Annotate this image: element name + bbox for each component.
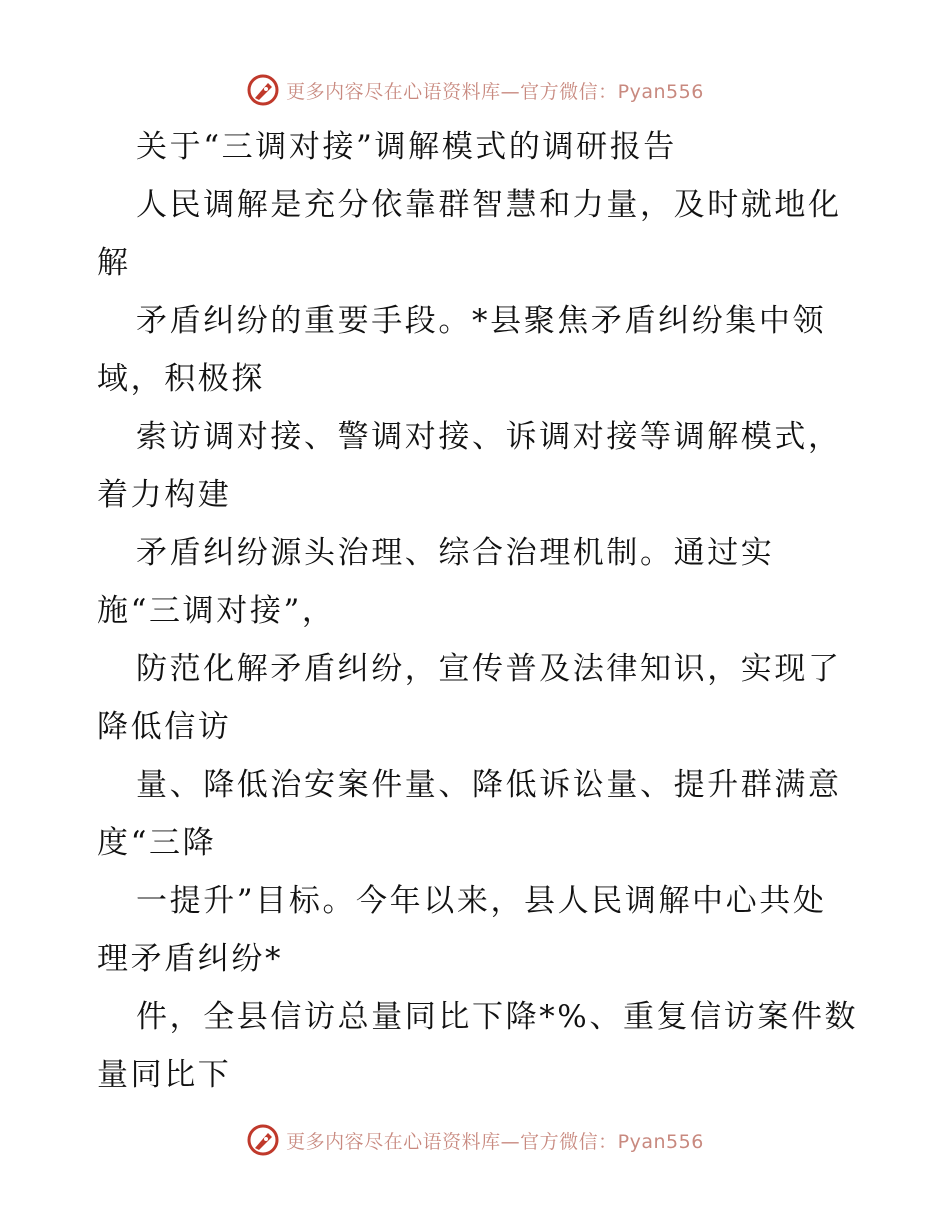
paragraph-line: 量同比下 [97, 1057, 232, 1093]
paragraph-line: 件，全县信访总量同比下降*%、重复信访案件数 [136, 999, 859, 1035]
paragraph-line: 度“三降 [97, 825, 217, 861]
paragraph-line: 施“三调对接”， [97, 593, 336, 629]
paragraph-line: 量、降低治安案件量、降低诉讼量、提升群满意 [136, 767, 842, 803]
paragraph-line: 防范化解矛盾纠纷，宣传普及法律知识，实现了 [136, 651, 842, 687]
document-title: 关于“三调对接”调解模式的调研报告 [136, 129, 677, 165]
paragraph-line: 索访调对接、警调对接、诉调对接等调解模式， [136, 419, 842, 455]
watermark-text: 更多内容尽在心语资料库—官方微信：Pyan556 [286, 80, 704, 103]
paragraph-line: 矛盾纠纷源头治理、综合治理机制。通过实 [136, 535, 775, 571]
paragraph-line: 着力构建 [97, 477, 232, 513]
paragraph-line: 矛盾纠纷的重要手段。*县聚焦矛盾纠纷集中领 [136, 303, 827, 339]
paragraph-line: 一提升”目标。今年以来，县人民调解中心共处 [136, 883, 827, 919]
paragraph-line: 理矛盾纠纷* [97, 941, 284, 977]
paragraph-line: 域，积极探 [97, 361, 265, 397]
watermark-text: 更多内容尽在心语资料库—官方微信：Pyan556 [286, 1130, 704, 1153]
paragraph-line: 人民调解是充分依靠群智慧和力量，及时就地化 [136, 187, 842, 223]
pen-nib-logo-icon [246, 1123, 280, 1157]
footer-watermark [0, 1122, 950, 1158]
paragraph-line: 降低信访 [97, 709, 232, 745]
paragraph-line: 解 [97, 245, 131, 281]
